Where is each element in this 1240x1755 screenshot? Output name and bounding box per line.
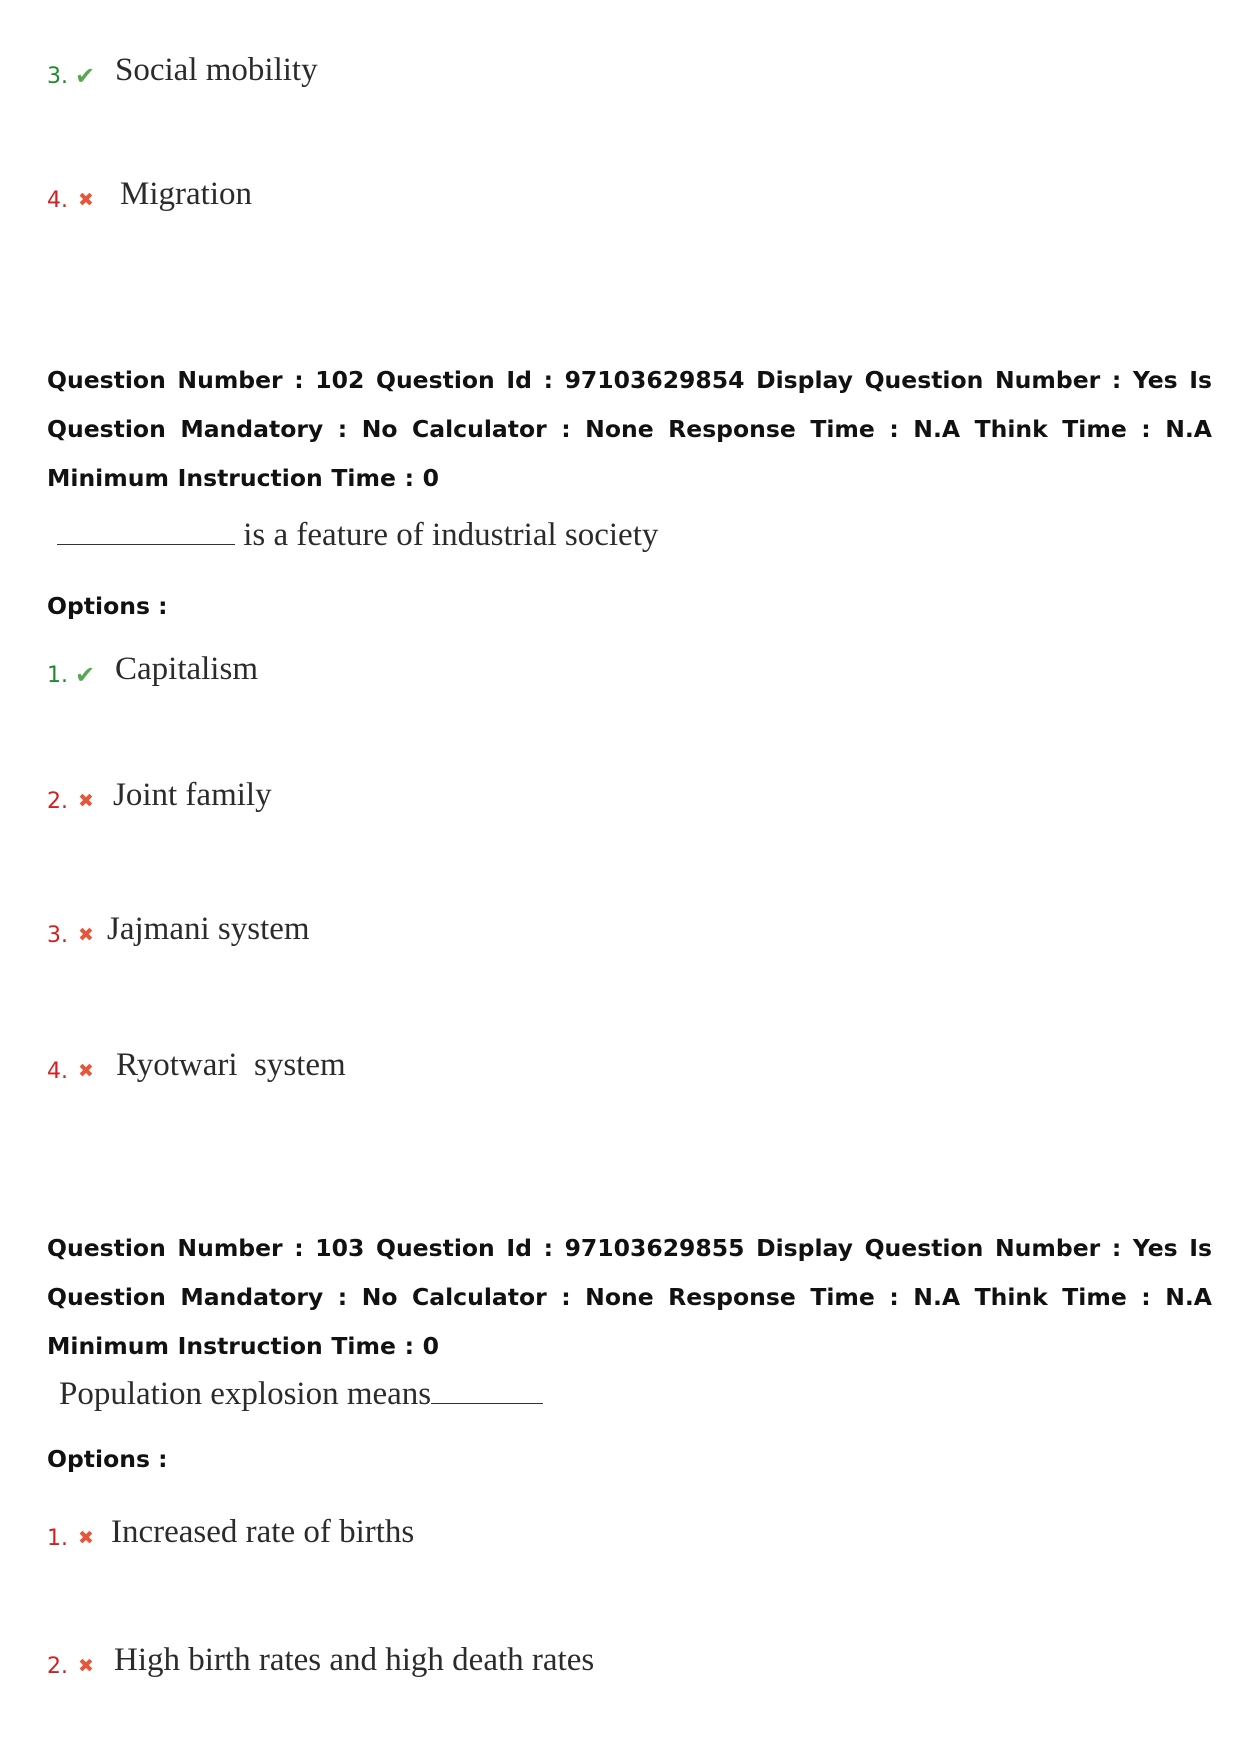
options-label: Options : [47,592,168,620]
option-number: 2. [47,789,68,814]
question-text-body: Population explosion means [59,1376,432,1412]
option-text: Jajmani system [107,911,310,947]
cross-icon: ✖ [78,1060,94,1082]
check-icon: ✔ [75,661,96,689]
answer-blank [57,516,235,545]
cross-icon: ✖ [78,1655,94,1677]
option-text: Ryotwari system [116,1047,346,1083]
option-number: 4. [47,1059,68,1084]
option-text: Capitalism [115,651,258,687]
question-header: Question Number : 103 Question Id : 97103629855 Display Question Number : Yes Is Question Mandatory : No Calculator : None Response Time : N.A Think Time : N.A Minimum Instruction Time : 0 [47,1234,1212,1360]
option-number: 3. [47,64,68,89]
option-text: Increased rate of births [111,1514,415,1550]
question-text-body: is a feature of industrial society [243,517,659,553]
option-text: High birth rates and high death rates [114,1642,595,1678]
question-text [59,1375,543,1413]
check-icon: ✔ [75,62,96,90]
options-label: Options : [47,1445,168,1473]
option-number: 3. [47,923,68,948]
option-number: 4. [47,188,68,213]
cross-icon: ✖ [78,189,94,211]
option-text: Joint family [113,777,272,813]
option-text: Social mobility [115,52,318,88]
cross-icon: ✖ [78,1527,94,1549]
answer-blank [431,1375,543,1404]
cross-icon: ✖ [78,790,94,812]
question-header: Question Number : 102 Question Id : 97103629854 Display Question Number : Yes Is Question Mandatory : No Calculator : None Response Time : N.A Think Time : N.A Minimum Instruction Time : 0 [47,366,1212,492]
option-number: 1. [47,1526,68,1551]
cross-icon: ✖ [78,924,94,946]
option-number: 2. [47,1654,68,1679]
option-text: Migration [120,176,252,212]
question-text [57,516,658,554]
option-number: 1. [47,663,68,688]
